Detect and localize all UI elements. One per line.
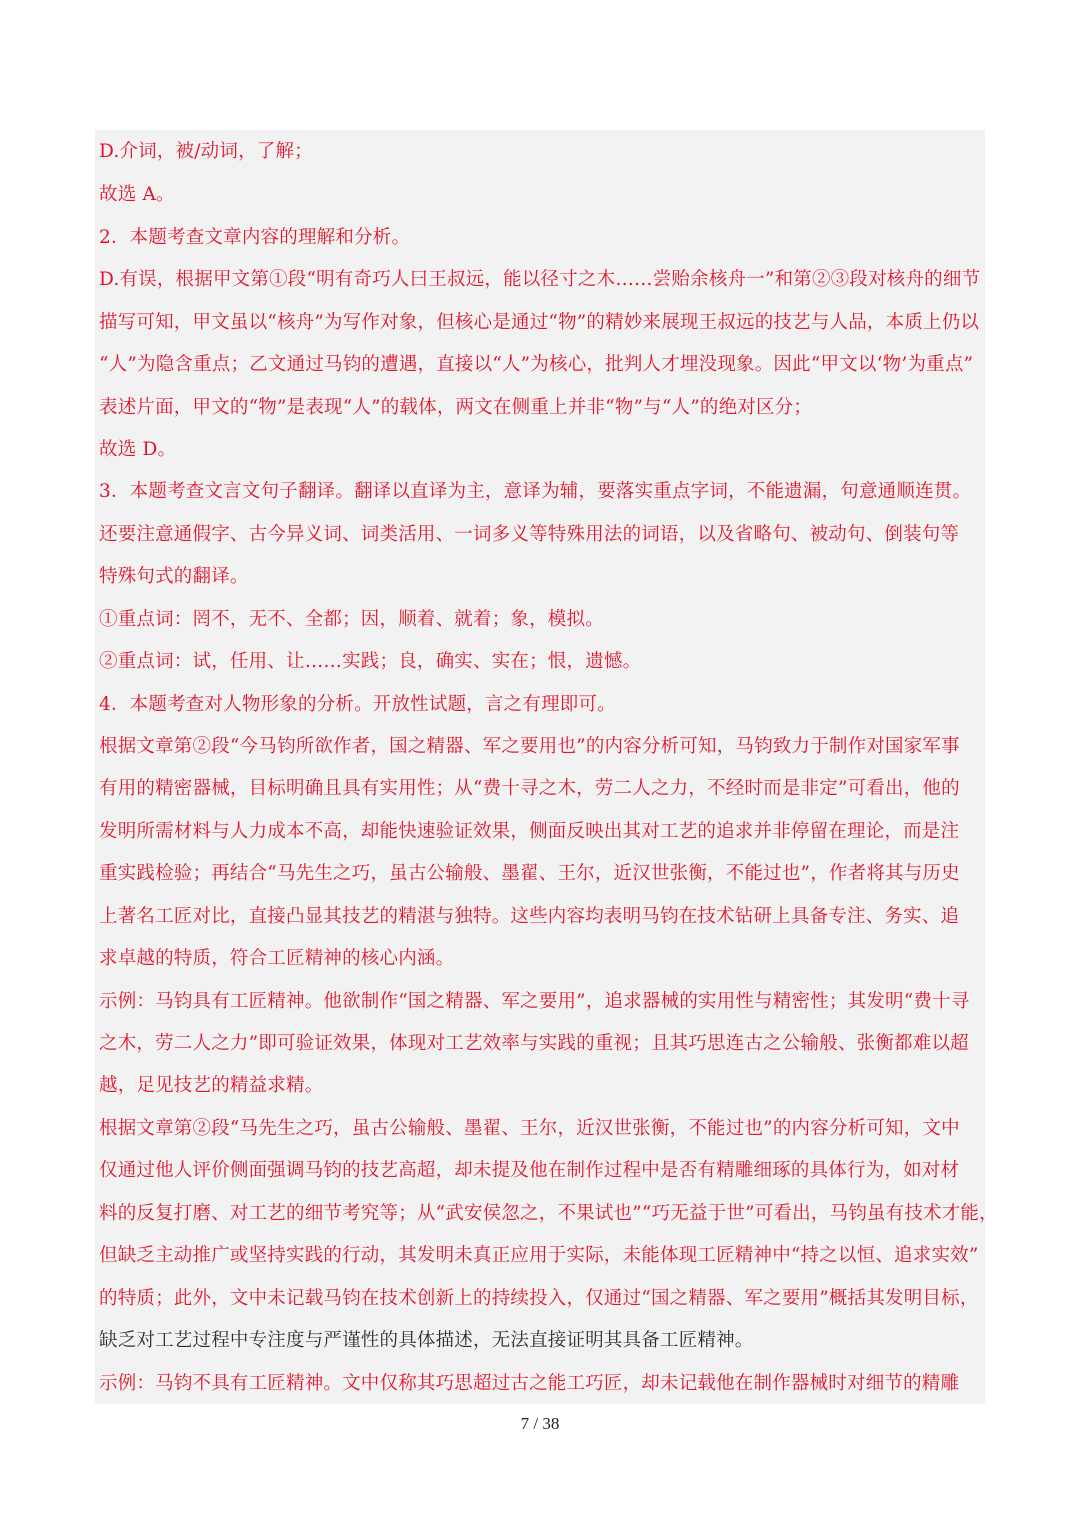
- text-line: 之木，劳二人之力”即可验证效果，体现对工艺效率与实践的重视；且其巧思连古之公输般、张衡都难以超: [99, 1033, 969, 1054]
- text-line: D.有误，根据甲文第①段“明有奇巧人曰王叔远，能以径寸之木……尝贻余核舟一”和第②③段对核舟的细节: [99, 269, 981, 290]
- text-line: 2．本题考查文章内容的理解和分析。: [99, 227, 411, 248]
- page-number: 7 / 38: [520, 1414, 560, 1433]
- text-line: 根据文章第②段“今马钧所欲作者，国之精器、军之要用也”的内容分析可知，马钧致力于制作对国家军事: [99, 736, 960, 757]
- text-line: 特殊句式的翻译。: [99, 566, 249, 587]
- text-line: 发明所需材料与人力成本不高，却能快速验证效果，侧面反映出其对工艺的追求并非停留在理论，而是注: [99, 821, 960, 842]
- text-line: 4．本题考查对人物形象的分析。开放性试题，言之有理即可。: [99, 694, 616, 715]
- text-line: 故选 A。: [99, 184, 175, 205]
- text-line: 重实践检验；再结合“马先生之巧，虽古公输般、墨翟、王尔，近汉世张衡，不能过也”，作者将其与历史: [99, 863, 960, 884]
- text-line: 表述片面，甲文的“物”是表现“人”的载体，两文在侧重上并非“物”与“人”的绝对区分；: [99, 397, 813, 418]
- text-line: 料的反复打磨、对工艺的细节考究等；从“武安侯忽之，不果试也”“巧无益于世”可看出，马钧虽有技术才能，: [99, 1203, 998, 1224]
- text-line: 缺乏对工艺过程中专注度与严谨性的具体描述，无法直接证明其具备工匠精神。: [99, 1330, 754, 1351]
- text-line: “人”为隐含重点；乙文通过马钧的遭遇，直接以“人”为核心，批判人才埋没现象。因此“甲文以‘物’为重点”: [99, 354, 974, 375]
- text-line: 越，足见技艺的精益求精。: [99, 1075, 324, 1096]
- text-line: ②重点词：试，任用、让……实践；良，确实、实在；恨，遗憾。: [99, 651, 642, 672]
- text-line: 3．本题考查文言文句子翻译。翻译以直译为主，意译为辅，要落实重点字词，不能遗漏，句意通顺连贯。: [99, 481, 972, 502]
- text-line: 示例：马钧具有工匠精神。他欲制作“国之精器、军之要用”，追求器械的实用性与精密性；其发明“费十寻: [99, 991, 970, 1012]
- text-line: 求卓越的特质，符合工匠精神的核心内涵。: [99, 948, 455, 969]
- text-line: 上著名工匠对比，直接凸显其技艺的精湛与独特。这些内容均表明马钧在技术钻研上具备专注、务实、追: [99, 906, 960, 927]
- text-line: 有用的精密器械，目标明确且具有实用性；从“费十寻之木，劳二人之力，不经时而是非定”可看出，他的: [99, 778, 960, 799]
- text-line: 示例：马钧不具有工匠精神。文中仅称其巧思超过古之能工巧匠，却未记载他在制作器械时对细节的精雕: [99, 1373, 960, 1394]
- text-line: ①重点词：罔不，无不、全都；因，顺着、就着；象，模拟。: [99, 609, 604, 630]
- text-line: 根据文章第②段“马先生之巧，虽古公输般、墨翟、王尔，近汉世张衡，不能过也”的内容分析可知，文中: [99, 1118, 960, 1139]
- text-line: 的特质；此外，文中未记载马钧在技术创新上的持续投入，仅通过“国之精器、军之要用”概括其发明目标，: [99, 1288, 979, 1309]
- text-line: 描写可知，甲文虽以“核舟”为写作对象，但核心是通过“物”的精妙来展现王叔远的技艺与人品，本质上仍以: [99, 312, 980, 333]
- text-line: 仅通过他人评价侧面强调马钧的技艺高超，却未提及他在制作过程中是否有精雕细琢的具体行为，如对材: [99, 1160, 960, 1181]
- text-line: 但缺乏主动推广或坚持实践的行动，其发明未真正应用于实际，未能体现工匠精神中“持之以恒、追求实效”: [99, 1245, 979, 1266]
- text-line: 还要注意通假字、古今异义词、词类活用、一词多义等特殊用法的词语，以及省略句、被动句、倒装句等: [99, 524, 960, 545]
- text-line: D.介词，被/动词，了解；: [99, 141, 313, 162]
- text-line: 故选 D。: [99, 439, 177, 460]
